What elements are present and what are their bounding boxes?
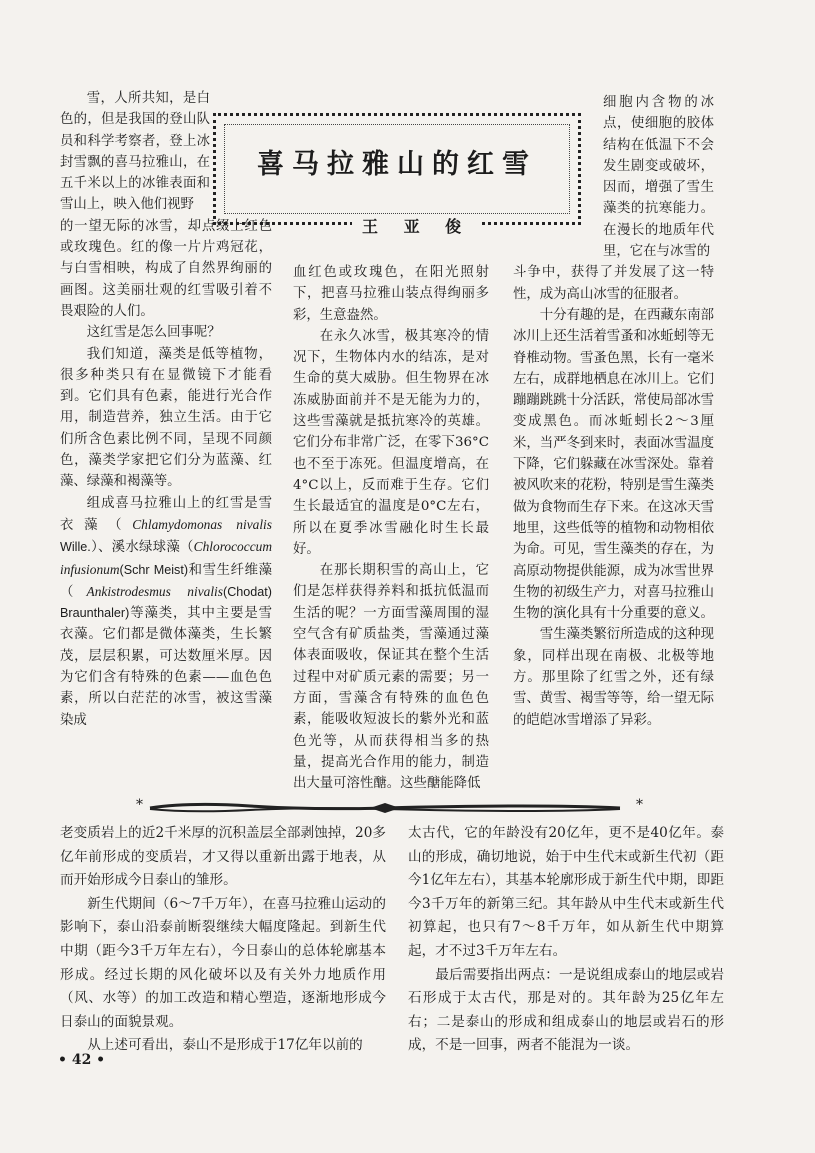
paragraph: 雪生藻类繁衍所造成的这种现象，同样出现在南极、北极等地方。那里除了红雪之外，还有绿雪、黄雪、褐雪等等，给一望无际的皑皑冰雪增添了异彩。 [513, 627, 714, 728]
paragraph: 老变质岩上的近2千米厚的沉积盖层全部剥蚀掉，20多亿年前形成的变质岩，才又得以重新出露于地表，从而开始形成今日泰山的雏形。 [60, 825, 386, 889]
ornamental-divider [130, 800, 640, 816]
divider-star-left: * [136, 797, 143, 813]
paragraph: 十分有趣的是，在西藏东南部冰川上还生活着雪蚤和冰蚯蚓等无脊椎动物。雪蚤色黑，长有一毫米左右，成群地栖息在冰川上。它们蹦蹦跳跳十分活跃，常使局部冰雪变成黑色。而冰蚯蚓长2～3厘米，当严冬到来时，表面冰雪温度下降，它们躲藏在冰雪深处。靠着被风吹来的花粉，特别是雪生藻类做为食物而生存下来。在这冰天雪地里，这些低等的植物和动物相依为命。可见，雪生藻类的存在，为高原动物提供能源，成为冰雪世界生物的初级生产力，对喜马拉雅山生物的演化具有十分重要的意义。 [513, 307, 714, 622]
paragraph: 这红雪是怎么回事呢？ [86, 325, 221, 341]
paragraph: 新生代期间（6～7千万年），在喜马拉雅山运动的影响下，泰山沿泰前断裂继续大幅度隆起。到新生代中期（距今3千万年左右），今日泰山的总体轮廓基本形成。经过长期的风化破坏以及有关外力地质作用（风、水等）的加工改造和精心塑造，逐渐地形成今日泰山的面貌景观。 [60, 895, 386, 1030]
article-author: 王 亚 俊 [352, 214, 481, 237]
bottom-column-left [60, 822, 386, 1058]
paragraph: 血红色或玫瑰色，在阳光照射下，把喜马拉雅山装点得绚丽多彩，生意盎然。 [293, 265, 489, 323]
paragraph: 在那长期积雪的高山上，它们是怎样获得养料和抵抗低温而生活的呢？一方面雪藻周围的湿空气含有矿质盐类，雪藻通过藻体表面吸收，保证其在整个生活过程中对矿质元素的需要；另一方面，雪藻含有特殊的血色色素，能吸收短波长的紫外光和蓝色光等，从而获得相当多的热量，提高光合作用的能力，制造出大量可溶性醣。这些醣能降低 [293, 563, 489, 792]
paragraph-species: 组成喜马拉雅山上的红雪是雪衣藻（Chlamydomonas nivalis Wille.）、溪水绿球藻（Chlorococcum infusionum(Schr Meist)和雪生纤维藻（Ankistrodesmus nivalis(Chodat) Braunthaler)等藻类，其中主要是雪衣藻。它们都是微体藻类，生长繁茂，层层积累，可达数厘米厚。因为它们含有特殊的色素——血色色素，所以白茫茫的冰雪，被这雪藻染成 [60, 495, 273, 728]
paragraph: 从上述可看出，泰山不是形成于17亿年以前的 [87, 1037, 363, 1054]
paragraph: 细胞内含物的冰点，使细胞的胶体结构在低温下不会发生剧变或破坏，因而，增强了雪生藻类的抗寒能力。在漫长的地质年代里，它在与冰雪的 [603, 95, 714, 260]
paragraph: 太古代，它的年龄没有20亿年，更不是40亿年。泰山的形成，确切地说，始于中生代末或新生代初（距今1亿年左右），其基本轮廓形成于新生代中期，即距今3千万年的新第三纪。其年龄从中生代末或新生代初算起，也只有7～8千万年，如从新生代中期算起，才不过3千万年左右。 [408, 825, 724, 959]
article-column-3 [513, 92, 714, 731]
page-number: • 42 • [58, 1052, 106, 1068]
article-column-1 [60, 88, 272, 731]
paragraph: 我们知道，藻类是低等植物，很多种类只有在显微镜下才能看到。它们具有色素，能进行光合作用，制造营养，独立生活。由于它们所含色素比例不同，呈现不同颜色，藻类学家把它们分为蓝藻、红藻、绿藻和褐藻等。 [60, 346, 272, 490]
paragraph: 的一望无际的冰雪，却点缀上红色或玫瑰色。红的像一片片鸡冠花，与白雪相映，构成了自然界绚丽的画图。这美丽壮观的红雪吸引着不畏艰险的人们。 [60, 218, 272, 319]
paragraph: 在永久冰雪，极其寒冷的情况下，生物体内水的结冻，是对生命的莫大威胁。但生物界在冰冻威胁面前并不是无能为力的，这些雪藻就是抵抗寒冷的英雄。它们分布非常广泛，在零下36°C也不至于冻死。但温度增高，在4°C以上，反而难于生存。它们生长最适宜的温度是0°C左右，所以在夏季冰雪融化时生长最好。 [293, 328, 489, 557]
paragraph: 最后需要指出两点：一是说组成泰山的地层或岩石形成于太古代，那是对的。其年龄为25亿年左右；二是泰山的形成和组成泰山的地层或岩石的形成，不是一回事，两者不能混为一谈。 [408, 966, 724, 1054]
paragraph: 斗争中，获得了并发展了这一特性，成为高山冰雪的征服者。 [513, 265, 714, 302]
divider-star-right: * [636, 797, 643, 813]
paragraph: 雪，人所共知，是白色的，但是我国的登山队员和科学考察者，登上冰封雪飘的喜马拉雅山，在五千米以上的冰锥表面和雪山上，映入他们视野 [60, 91, 210, 213]
bottom-column-right [408, 822, 724, 1058]
article-title: 喜马拉雅山的红雪 [257, 149, 537, 180]
article-column-2 [293, 262, 489, 794]
